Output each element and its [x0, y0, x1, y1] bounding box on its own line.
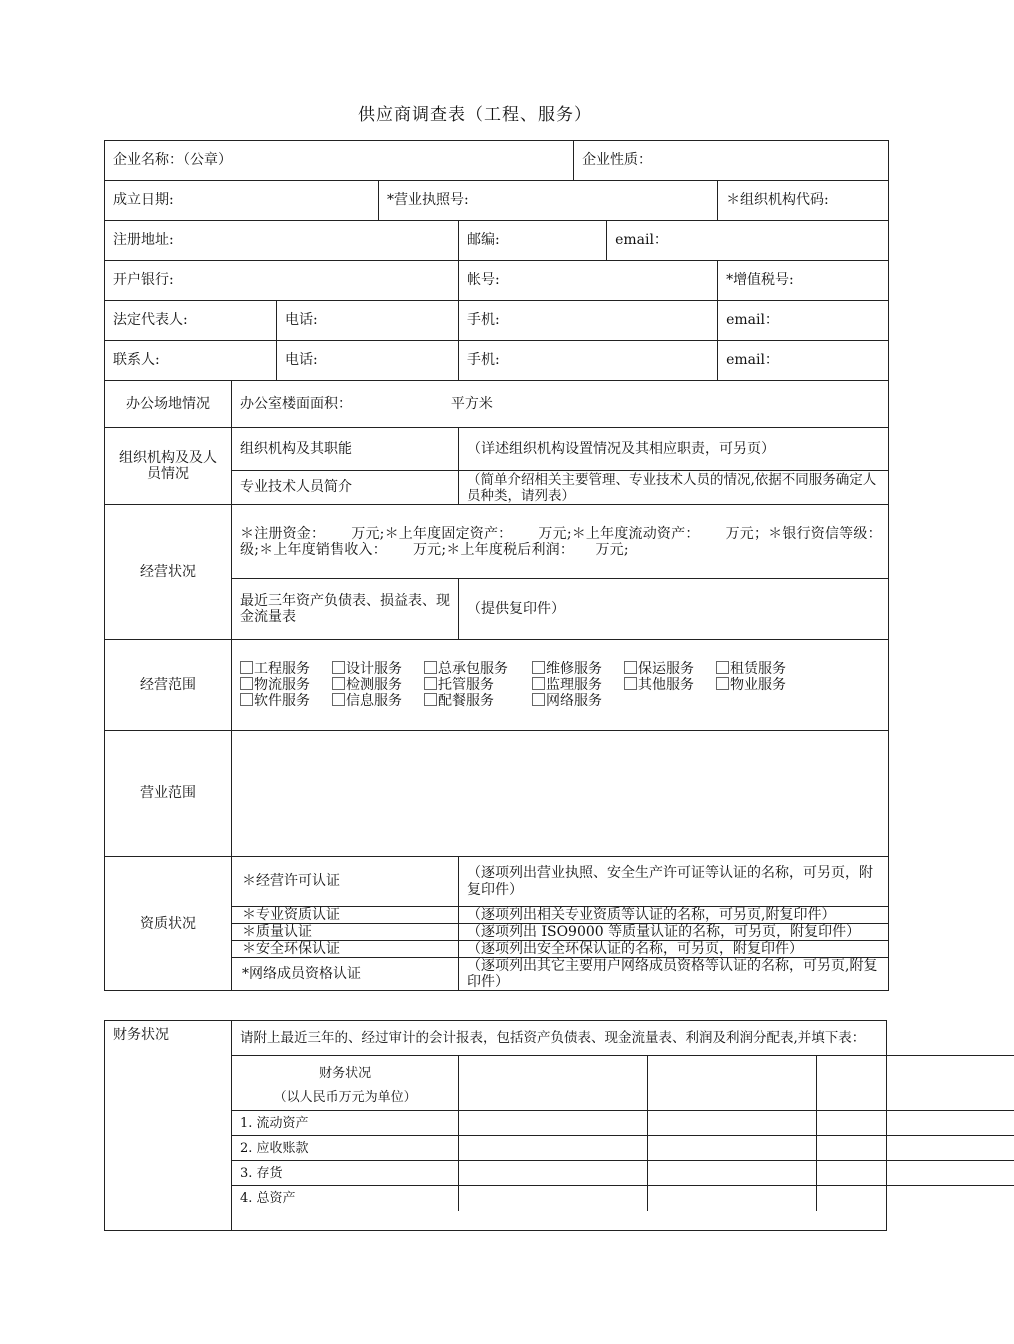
- finance-table: [104, 1020, 887, 1231]
- license-scope-field[interactable]: [232, 731, 889, 857]
- finance-cell[interactable]: [459, 1056, 648, 1111]
- checkbox-icon[interactable]: [332, 677, 345, 690]
- company-type-field[interactable]: 企业性质：: [574, 141, 889, 181]
- checkbox-icon[interactable]: [424, 677, 437, 690]
- scope-options: [232, 640, 889, 731]
- scope-option[interactable]: [424, 661, 532, 677]
- scope-option[interactable]: [240, 677, 332, 693]
- checkbox-icon[interactable]: [332, 661, 345, 674]
- scope-label: 经营范围: [105, 640, 232, 731]
- staff-intro-label: 专业技术人员简介: [232, 471, 459, 505]
- finance-cell[interactable]: [647, 1186, 817, 1211]
- company-name-field[interactable]: 企业名称：（公章）: [105, 141, 574, 181]
- office-label: 办公场地情况: [105, 381, 232, 428]
- page-title: 供应商调查表（工程、服务）: [358, 105, 592, 125]
- contact-mobile-field[interactable]: 手机:: [459, 341, 718, 381]
- finance-cell[interactable]: [459, 1136, 648, 1161]
- finance-header-title: 财务状况: [319, 1066, 372, 1081]
- legal-rep-phone-field[interactable]: 电话:: [277, 301, 459, 341]
- finance-cell[interactable]: [817, 1186, 1014, 1211]
- finance-item: 2. 应收账款: [232, 1136, 459, 1161]
- scope-option-label: 物流服务: [254, 677, 310, 693]
- reg-address-field[interactable]: 注册地址:: [105, 221, 459, 261]
- finance-header-unit: （以人民币万元为单位）: [273, 1090, 417, 1105]
- checkbox-icon[interactable]: [240, 693, 253, 706]
- scope-option-label: 网络服务: [546, 693, 602, 709]
- capital-field[interactable]: ＊注册资金： 万元;＊上年度固定资产： 万元;＊上年度流动资产： 万元；＊银行资信等级： 级;＊上年度销售收入： 万元;＊上年度税后利润： 万元;: [232, 505, 889, 579]
- scope-option[interactable]: [624, 661, 716, 677]
- finance-cell[interactable]: [459, 1111, 648, 1136]
- contact-field[interactable]: 联系人:: [105, 341, 277, 381]
- email-field[interactable]: email：: [607, 221, 889, 261]
- finance-cell[interactable]: [817, 1136, 1014, 1161]
- qual-item-note[interactable]: （逐项列出其它主要用户网络成员资格等认证的名称，可另页,附复印件）: [459, 958, 889, 991]
- finance-item: 1. 流动资产: [232, 1111, 459, 1136]
- org-function-note[interactable]: （详述组织机构设置情况及其相应职责，可另页）: [459, 428, 889, 471]
- checkbox-icon[interactable]: [424, 661, 437, 674]
- bank-field[interactable]: 开户银行:: [105, 261, 459, 301]
- finance-cell[interactable]: [647, 1136, 817, 1161]
- finance-item: 3. 存货: [232, 1161, 459, 1186]
- finance-cell[interactable]: [817, 1056, 1014, 1111]
- qualification-label: 资质状况: [105, 857, 232, 991]
- scope-option-label: 配餐服务: [438, 693, 494, 709]
- checkbox-icon[interactable]: [240, 661, 253, 674]
- scope-option[interactable]: [532, 661, 624, 677]
- checkbox-icon[interactable]: [532, 693, 545, 706]
- finance-cell[interactable]: [459, 1186, 648, 1211]
- contact-email-field[interactable]: email：: [718, 341, 889, 381]
- scope-option[interactable]: [624, 677, 716, 693]
- scope-option-label: 托管服务: [438, 677, 494, 693]
- legal-rep-field[interactable]: 法定代表人:: [105, 301, 277, 341]
- checkbox-icon[interactable]: [716, 661, 729, 674]
- account-field[interactable]: 帐号:: [459, 261, 718, 301]
- scope-option-label: 维修服务: [546, 661, 602, 677]
- checkbox-icon[interactable]: [716, 677, 729, 690]
- scope-option-label: 租赁服务: [730, 661, 786, 677]
- checkbox-icon[interactable]: [240, 677, 253, 690]
- finance-cell[interactable]: [817, 1161, 1014, 1186]
- org-label: 组织机构及及人员情况: [105, 428, 232, 505]
- scope-option-label: 信息服务: [346, 693, 402, 709]
- scope-option[interactable]: [716, 661, 808, 677]
- scope-option[interactable]: [424, 693, 532, 709]
- finance-cell[interactable]: [647, 1161, 817, 1186]
- statements-note[interactable]: （提供复印件）: [459, 579, 889, 640]
- scope-option-label: 设计服务: [346, 661, 402, 677]
- scope-option-label: 软件服务: [254, 693, 310, 709]
- founded-date-field[interactable]: 成立日期:: [105, 181, 379, 221]
- scope-option-label: 保运服务: [638, 661, 694, 677]
- finance-label: 财务状况: [105, 1021, 232, 1231]
- finance-cell[interactable]: [647, 1056, 817, 1111]
- license-scope-label: 营业范围: [105, 731, 232, 857]
- office-area-field[interactable]: [232, 381, 889, 428]
- business-license-field[interactable]: *营业执照号:: [379, 181, 718, 221]
- finance-content: [232, 1021, 887, 1231]
- qual-item-name: ＊质量认证: [232, 924, 459, 941]
- checkbox-icon[interactable]: [624, 661, 637, 674]
- scope-option-label: 检测服务: [346, 677, 402, 693]
- qual-item-name: ＊专业资质认证: [232, 907, 459, 924]
- scope-option[interactable]: [240, 661, 332, 677]
- scope-option-label: 物业服务: [730, 677, 786, 693]
- finance-grid: [232, 1055, 1014, 1211]
- qual-item-name: ＊经营许可认证: [232, 857, 459, 907]
- office-area-label: 办公室楼面面积：: [240, 395, 352, 412]
- scope-option[interactable]: [532, 677, 624, 693]
- qual-item-note[interactable]: （逐项列出相关专业资质等认证的名称，可另页,附复印件）: [459, 907, 889, 924]
- contact-phone-field[interactable]: 电话:: [277, 341, 459, 381]
- checkbox-icon[interactable]: [532, 661, 545, 674]
- finance-header: [232, 1056, 459, 1111]
- vat-field[interactable]: *增值税号:: [718, 261, 889, 301]
- qual-item-name: ＊安全环保认证: [232, 941, 459, 958]
- qual-item-name: *网络成员资格认证: [232, 958, 459, 991]
- office-area-unit: 平方米: [450, 395, 493, 412]
- checkbox-icon[interactable]: [424, 693, 437, 706]
- postcode-field[interactable]: 邮编:: [459, 221, 607, 261]
- scope-option[interactable]: [332, 661, 424, 677]
- scope-option-label: 工程服务: [254, 661, 310, 677]
- scope-option[interactable]: [332, 693, 424, 709]
- statements-label: 最近三年资产负债表、损益表、现金流量表: [232, 579, 459, 640]
- finance-cell[interactable]: [817, 1111, 1014, 1136]
- legal-rep-email-field[interactable]: email：: [718, 301, 889, 341]
- scope-option-label: 监理服务: [546, 677, 602, 693]
- scope-option[interactable]: [532, 693, 624, 709]
- qual-item-note[interactable]: （逐项列出 ISO9000 等质量认证的名称，可另页，附复印件）: [459, 924, 889, 941]
- scope-option-label: 总承包服务: [438, 661, 508, 677]
- legal-rep-mobile-field[interactable]: 手机:: [459, 301, 718, 341]
- finance-instruction: 请附上最近三年的、经过审计的会计报表，包括资产负债表、现金流量表、利润及利润分配表,并填下表：: [240, 1030, 866, 1046]
- finance-item: 4. 总资产: [232, 1186, 459, 1211]
- scope-option[interactable]: [424, 677, 532, 693]
- checkbox-icon[interactable]: [624, 677, 637, 690]
- scope-option[interactable]: [332, 677, 424, 693]
- finance-cell[interactable]: [459, 1161, 648, 1186]
- org-code-field[interactable]: ＊组织机构代码:: [718, 181, 889, 221]
- scope-option-label: 其他服务: [638, 677, 694, 693]
- finance-cell[interactable]: [647, 1111, 817, 1136]
- business-label: 经营状况: [105, 505, 232, 640]
- checkbox-icon[interactable]: [332, 693, 345, 706]
- supplier-survey-table: [104, 140, 908, 991]
- qual-item-note[interactable]: （逐项列出营业执照、安全生产许可证等认证的名称，可另页，附复印件）: [459, 857, 889, 907]
- checkbox-icon[interactable]: [532, 677, 545, 690]
- org-function-label: 组织机构及其职能: [232, 428, 459, 471]
- qual-item-note[interactable]: （逐项列出安全环保认证的名称，可另页，附复印件）: [459, 941, 889, 958]
- staff-intro-note[interactable]: （简单介绍相关主要管理、专业技术人员的情况,依据不同服务确定人员种类，请列表）: [459, 471, 889, 505]
- scope-option[interactable]: [240, 693, 332, 709]
- scope-option[interactable]: [716, 677, 808, 693]
